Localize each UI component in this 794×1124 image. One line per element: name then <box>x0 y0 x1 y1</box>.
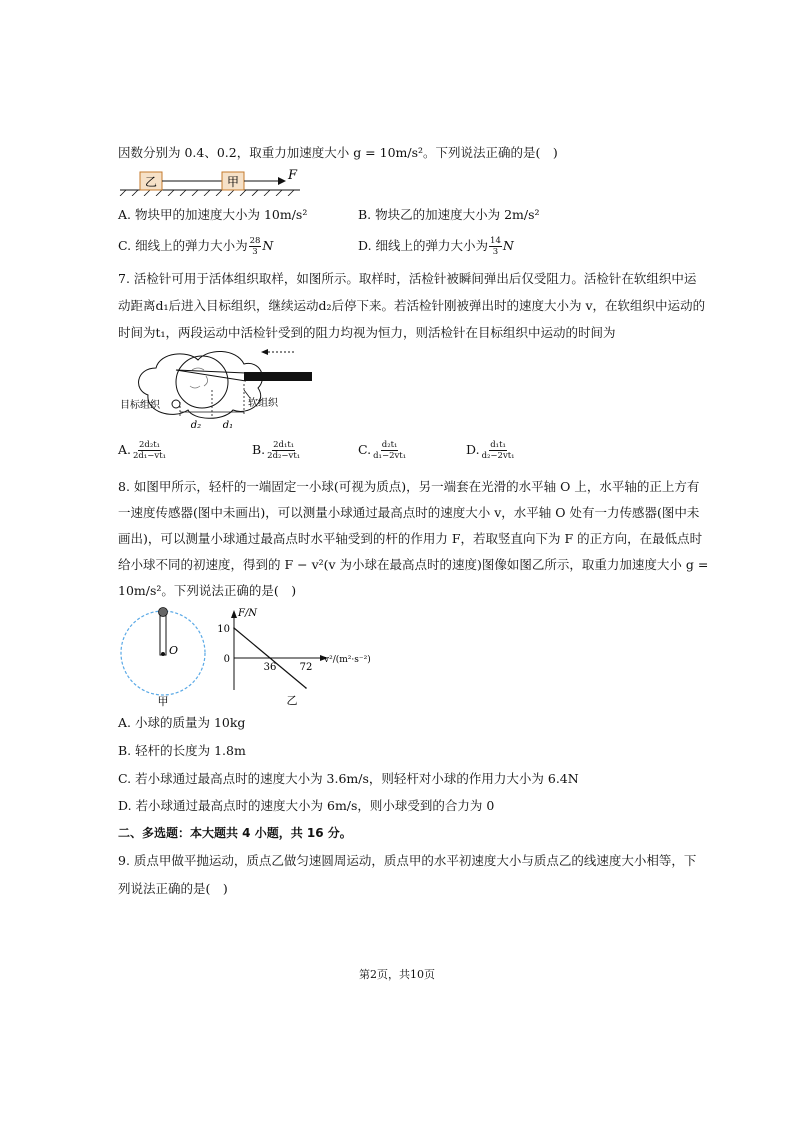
q9-stem-line-1: 9. 质点甲做平抛运动，质点乙做匀速圆周运动，质点甲的水平初速度大小与质点乙的线速度大小相等，下 <box>118 853 697 868</box>
y-axis-arrowhead <box>231 610 237 618</box>
fraction: $\frac{\text{d₂t₁}}{\text{d₁−2vt₁}}$ <box>373 440 407 461</box>
x-tick-label-72: 72 <box>299 662 313 673</box>
light-rod <box>160 613 166 655</box>
y-axis-label: F/N <box>238 608 258 619</box>
q7-stem-line-1: 7. 活检针可用于活体组织取样，如图所示。取样时，活检针被瞬间弹出后仅受阻力。活检针在软组织中运 <box>118 271 697 286</box>
page-footer: 第2页，共10页 <box>359 968 435 981</box>
pivot-label: O <box>169 644 179 657</box>
section-heading: 二、多选题：本大题共 4 小题，共 16 分。 <box>118 826 352 840</box>
q7-figure <box>118 340 328 435</box>
fraction: $\frac{28}{3}$ <box>249 236 261 257</box>
q6-option-c-prefix: C. 细线上的弹力大小为 <box>118 238 248 253</box>
block-yi-label: 乙 <box>144 175 158 189</box>
q8-figure-jia <box>118 604 208 708</box>
target-tissue-label: 目标组织 <box>120 400 160 411</box>
data-point <box>269 657 271 659</box>
figure-caption-jia: 甲 <box>157 695 169 708</box>
q8-stem-line-2: 一速度传感器(图中未画出)，可以测量小球通过最高点时的速度大小 v，水平轴 O 处有一力传感器(图中未 <box>118 505 700 520</box>
q7-option-a: A. $\frac{\text{2d₂t₁}}{\text{2d₁−vt₁}}$ <box>118 440 167 461</box>
needle-body <box>244 372 312 381</box>
q8-stem-line-5: 10m/s²。下列说法正确的是( ) <box>118 583 297 598</box>
q8-stem-line-1: 8. 如图甲所示，轻杆的一端固定一小球(可视为质点)，另一端套在光滑的水平轴 O 上，水平轴的正上方有 <box>118 479 700 494</box>
force-label: F <box>288 168 298 183</box>
fraction: $\frac{\text{2d₂t₁}}{\text{2d₁−vt₁}}$ <box>133 440 167 461</box>
target-marker <box>172 400 180 408</box>
q9-stem-line-2: 列说法正确的是( ) <box>118 881 228 896</box>
soft-label-leader <box>244 390 250 398</box>
q6-figure <box>118 166 318 196</box>
motion-arrowhead <box>261 349 268 355</box>
y-tick-label-0: 0 <box>223 654 230 665</box>
unit: N <box>262 238 274 253</box>
q8-chart-yi <box>212 604 392 708</box>
fraction: $\frac{14}{3}$ <box>490 236 501 257</box>
q8-stem-line-3: 画出)，可以测量小球通过最高点时水平轴受到的杆的作用力 F，若取竖直向下为 F 的正方向，在最低点时 <box>118 531 703 546</box>
figure-caption-yi: 乙 <box>286 694 298 707</box>
q7-option-c: C. $\frac{\text{d₂t₁}}{\text{d₁−2vt₁}}$ <box>358 440 407 461</box>
fraction: $\frac{\text{d₁t₁}}{\text{d₂−2vt₁}}$ <box>481 440 515 461</box>
q8-option-a: A. 小球的质量为 10kg <box>118 715 246 730</box>
y-tick-label-10: 10 <box>217 624 230 635</box>
q7-stem-line-2: 动距离d₁后进入目标组织，继续运动d₂后停下来。若活检针刚被弹出时的速度大小为 v，在软组织中运动的 <box>118 298 706 313</box>
q8-option-b: B. 轻杆的长度为 1.8m <box>118 743 246 758</box>
q6-stem-line: 因数分别为 0.4、0.2，取重力加速度大小 g = 10m/s²。下列说法正确的是( ) <box>118 145 558 160</box>
block-jia-label: 甲 <box>226 175 240 189</box>
q7-option-d: D. $\frac{\text{d₁t₁}}{\text{d₂−2vt₁}}$ <box>466 440 515 461</box>
target-tissue-circle <box>176 356 228 408</box>
q6-option-d <box>358 236 514 257</box>
soft-tissue-label: 软组织 <box>248 398 278 409</box>
data-point <box>233 627 235 629</box>
dim-d1-label: d₁ <box>222 420 234 431</box>
q6-option-d-prefix: D. 细线上的弹力大小为 <box>358 238 489 253</box>
force-arrowhead <box>278 177 286 185</box>
fraction: $\frac{\text{2d₁t₁}}{\text{2d₂−vt₁}}$ <box>267 440 301 461</box>
q6-option-b: B. 物块乙的加速度大小为 2m/s² <box>358 207 540 222</box>
q7-option-b: B. $\frac{\text{2d₁t₁}}{\text{2d₂−vt₁}}$ <box>252 440 301 461</box>
pivot-axis <box>161 652 165 656</box>
small-ball <box>159 608 168 617</box>
q8-stem-line-4: 给小球不同的初速度，得到的 F − v²(v 为小球在最高点时的速度)图像如图乙所示，取重力加速度大小 g = <box>118 557 709 572</box>
ground-hatching <box>120 190 294 196</box>
q7-stem-line-3: 时间为t₁，两段运动中活检针受到的阻力均视为恒力，则活检针在目标组织中运动的时间为 <box>118 325 616 340</box>
x-tick-label-36: 36 <box>263 662 277 673</box>
data-point <box>305 687 307 689</box>
dim-d2-label: d₂ <box>190 420 202 431</box>
x-axis-label: v²/(m²·s⁻²) <box>324 655 371 665</box>
q8-option-d: D. 若小球通过最高点时的速度大小为 6m/s，则小球受到的合力为 0 <box>118 798 495 813</box>
q6-option-a: A. 物块甲的加速度大小为 10m/s² <box>118 207 308 222</box>
unit: N <box>502 238 514 253</box>
q8-option-c: C. 若小球通过最高点时的速度大小为 3.6m/s，则轻杆对小球的作用力大小为 6.4N <box>118 771 579 786</box>
q6-option-c <box>118 236 273 257</box>
